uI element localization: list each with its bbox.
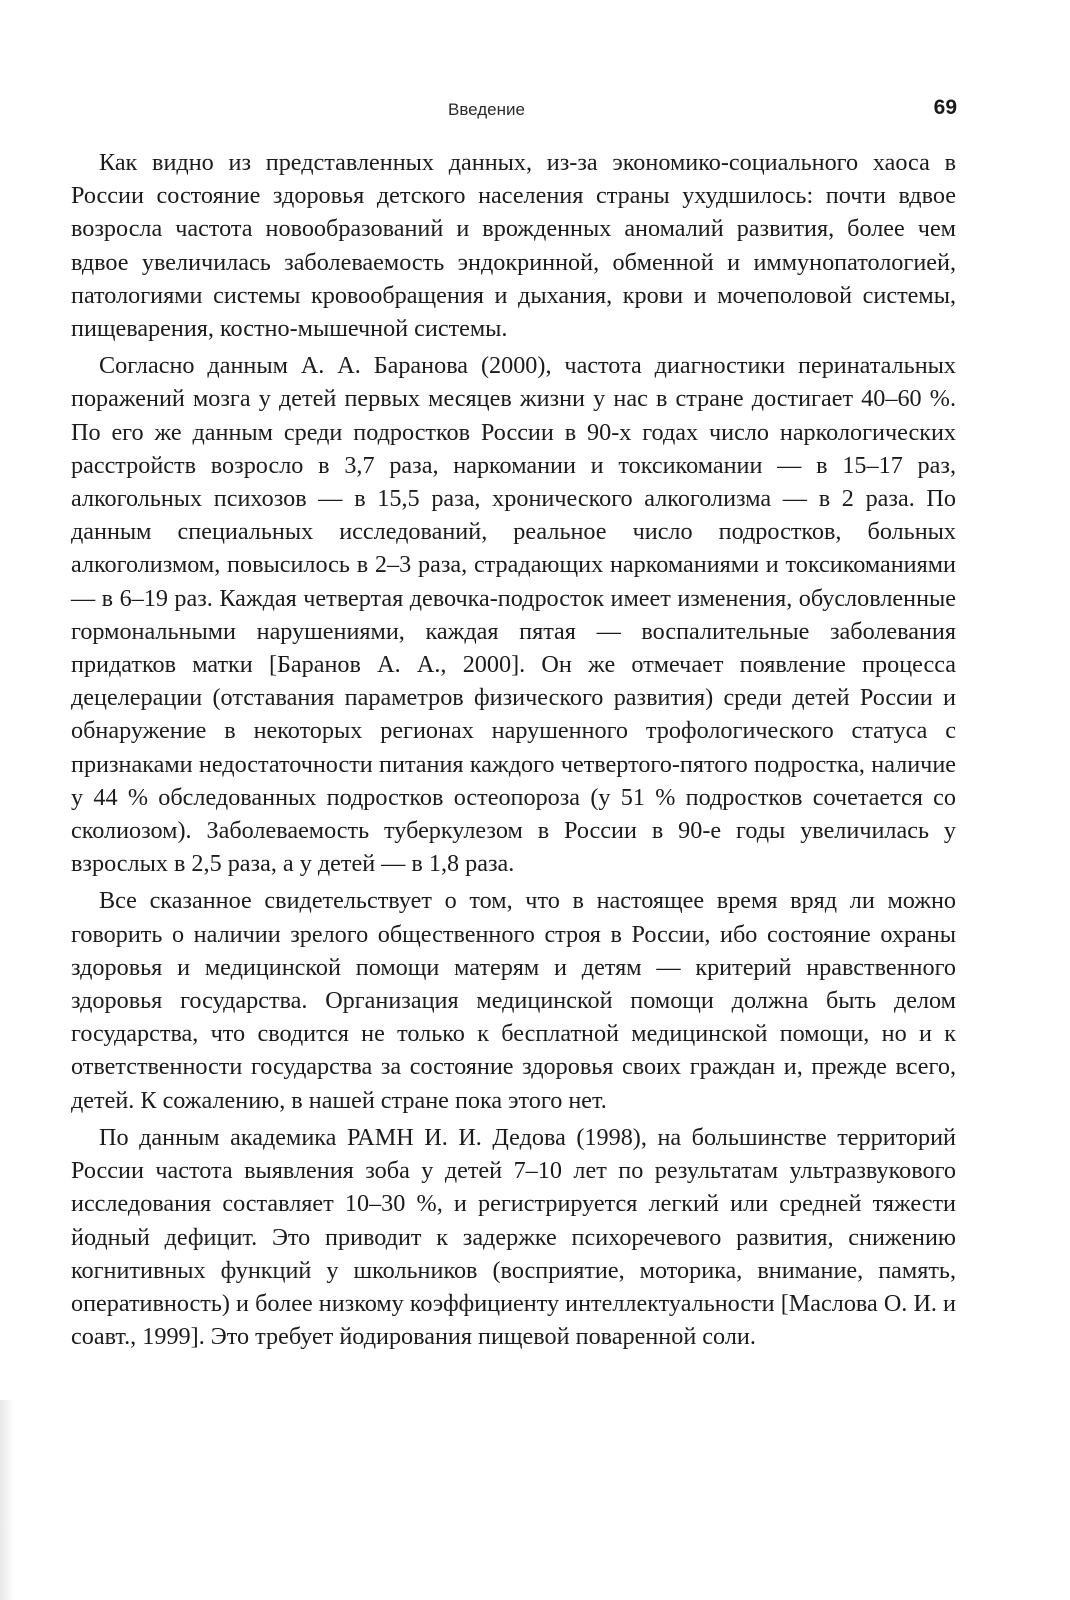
paragraph: Все сказанное свидетельствует о том, что в настоящее время вряд ли можно говорить о наличии зрелого общественного строя в России, ибо состояние охраны здоровья и медицинской помощи матерям и детям — критерий нравственного здоровья государства. Организация медицинской помощи должна быть делом государства, что сводится не только к бесплатной медицинской помощи, но и к ответственности государства за состояние здоровья своих граждан и, прежде всего, детей. К сожалению, в нашей стране пока этого нет.	[71, 887, 956, 1114]
body-text	[71, 146, 956, 1353]
paragraph: По данным академика РАМН И. И. Дедова (1998), на большинстве территорий России частота выявления зоба у детей 7–10 лет по результатам ультразвукового исследования составляет 10–30 %, и регистрируется легкий или средней тяжести йодный дефицит. Это приводит к задержке психоречевого развития, снижению когнитивных функций у школьников (восприятие, моторика, внимание, память, оперативность) и более низкому коэффициенту интеллектуальности [Маслова О. И. и соавт., 1999]. Это требует йодирования пищевой поваренной соли.	[71, 1123, 956, 1351]
scan-edge-shadow	[0, 1400, 14, 1600]
page-number: 69	[933, 96, 957, 119]
paragraph: Согласно данным А. А. Баранова (2000), частота диагностики перинатальных поражений мозга у детей первых месяцев жизни у нас в стране достигает 40–60 %. По его же данным среди подростков России в 90-х годах число наркологических расстройств возросло в 3,7 раза, наркомании и токсикомании — в 15–17 раз, алкогольных психозов — в 15,5 раза, хронического алкоголизма — в 2 раза. По данным специальных исследований, реальное число подростков, больных алкоголизмом, повысилось в 2–3 раза, страдающих наркоманиями и токсикоманиями — в 6–19 раз. Каждая четвертая девочка-подросток имеет изменения, обусловленные гормональными нарушениями, каждая пятая — воспалительные заболевания придатков матки [Баранов А. А., 2000]. Он же отмечает появление процесса децелерации (отставания параметров физического развития) среди детей России и обнаружение в некоторых регионах нарушенного трофологического статуса с признаками недостаточности питания каждого четвертого-пятого подростка, наличие у 44 % обследованных подростков остеопороза (у 51 % подростков сочетается со сколиозом). Заболеваемость туберкулезом в России в 90-е годы увеличилась у взрослых в 2,5 раза, а у детей — в 1,8 раза.	[71, 352, 956, 878]
running-title: Введение	[448, 100, 525, 119]
page-header	[0, 96, 1070, 130]
paragraph: Как видно из представленных данных, из-за экономико-социального хаоса в России состояние здоровья детского населения страны ухудшилось: почти вдвое возросла частота новообразований и врожденных аномалий развития, более чем вдвое увеличилась заболеваемость эндокринной, обменной и иммунопатологией, патологиями системы кровообращения и дыхания, крови и мочеполовой системы, пищеварения, костно-мышечной системы.	[71, 149, 956, 343]
